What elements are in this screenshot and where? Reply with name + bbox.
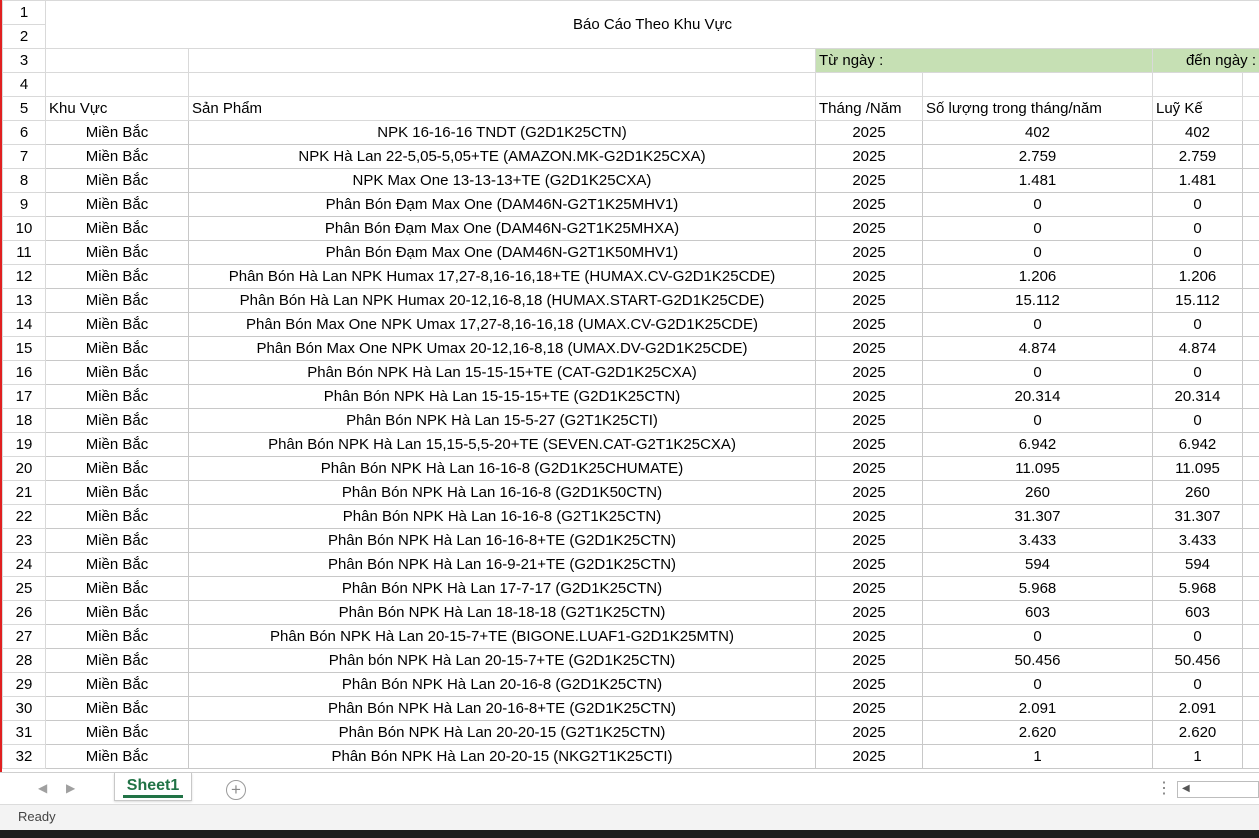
- cumulative-cell[interactable]: 3.433: [1153, 529, 1243, 553]
- quantity-cell[interactable]: 6.942: [923, 433, 1153, 457]
- period-cell[interactable]: 2025: [816, 217, 923, 241]
- period-cell[interactable]: 2025: [816, 169, 923, 193]
- cell[interactable]: [1243, 145, 1259, 169]
- row-header[interactable]: 2: [3, 25, 46, 49]
- row-header[interactable]: 4: [3, 73, 46, 97]
- period-cell[interactable]: 2025: [816, 553, 923, 577]
- region-cell[interactable]: Miền Bắc: [46, 385, 189, 409]
- cumulative-cell[interactable]: 260: [1153, 481, 1243, 505]
- cell[interactable]: [1243, 601, 1259, 625]
- period-cell[interactable]: 2025: [816, 505, 923, 529]
- cell[interactable]: [1243, 361, 1259, 385]
- vertical-dots-icon[interactable]: ⋮: [1156, 780, 1172, 797]
- table-row[interactable]: [3, 337, 1259, 361]
- period-cell[interactable]: 2025: [816, 673, 923, 697]
- period-cell[interactable]: 2025: [816, 601, 923, 625]
- region-cell[interactable]: Miền Bắc: [46, 529, 189, 553]
- cell[interactable]: [1243, 577, 1259, 601]
- quantity-cell[interactable]: 3.433: [923, 529, 1153, 553]
- row-header[interactable]: 20: [3, 457, 46, 481]
- region-cell[interactable]: Miền Bắc: [46, 241, 189, 265]
- product-cell[interactable]: Phân Bón NPK Hà Lan 20-20-15 (NKG2T1K25CTI): [189, 745, 816, 769]
- region-cell[interactable]: Miền Bắc: [46, 481, 189, 505]
- row-header[interactable]: 21: [3, 481, 46, 505]
- plus-circle-icon[interactable]: +: [226, 780, 246, 800]
- table-row[interactable]: [3, 649, 1259, 673]
- period-cell[interactable]: 2025: [816, 481, 923, 505]
- period-cell[interactable]: 2025: [816, 361, 923, 385]
- cumulative-cell[interactable]: 50.456: [1153, 649, 1243, 673]
- quantity-cell[interactable]: 4.874: [923, 337, 1153, 361]
- column-header-period[interactable]: Tháng /Năm: [816, 97, 923, 121]
- cell[interactable]: [1243, 241, 1259, 265]
- row-header[interactable]: 9: [3, 193, 46, 217]
- row-header[interactable]: 15: [3, 337, 46, 361]
- product-cell[interactable]: Phân Bón NPK Hà Lan 16-16-8+TE (G2D1K25CTN): [189, 529, 816, 553]
- worksheet-table[interactable]: [2, 0, 1259, 769]
- cell[interactable]: [1243, 385, 1259, 409]
- quantity-cell[interactable]: 15.112: [923, 289, 1153, 313]
- table-row[interactable]: [3, 745, 1259, 769]
- period-cell[interactable]: 2025: [816, 649, 923, 673]
- cell[interactable]: [1243, 337, 1259, 361]
- product-cell[interactable]: Phân Bón NPK Hà Lan 16-9-21+TE (G2D1K25CTN): [189, 553, 816, 577]
- cumulative-cell[interactable]: 1: [1153, 745, 1243, 769]
- cumulative-cell[interactable]: 0: [1153, 193, 1243, 217]
- quantity-cell[interactable]: 0: [923, 673, 1153, 697]
- row-header[interactable]: 7: [3, 145, 46, 169]
- period-cell[interactable]: 2025: [816, 625, 923, 649]
- cumulative-cell[interactable]: 20.314: [1153, 385, 1243, 409]
- row-header[interactable]: 26: [3, 601, 46, 625]
- quantity-cell[interactable]: 0: [923, 217, 1153, 241]
- row-header[interactable]: 29: [3, 673, 46, 697]
- period-cell[interactable]: 2025: [816, 289, 923, 313]
- cell[interactable]: [1243, 481, 1259, 505]
- region-cell[interactable]: Miền Bắc: [46, 145, 189, 169]
- table-row[interactable]: [3, 433, 1259, 457]
- product-cell[interactable]: NPK Hà Lan 22-5,05-5,05+TE (AMAZON.MK-G2D1K25CXA): [189, 145, 816, 169]
- table-row[interactable]: [3, 145, 1259, 169]
- cell[interactable]: [1243, 409, 1259, 433]
- region-cell[interactable]: Miền Bắc: [46, 313, 189, 337]
- quantity-cell[interactable]: 603: [923, 601, 1153, 625]
- row-header[interactable]: 32: [3, 745, 46, 769]
- quantity-cell[interactable]: 5.968: [923, 577, 1153, 601]
- row-header[interactable]: 8: [3, 169, 46, 193]
- chevron-right-icon[interactable]: ▶: [66, 781, 76, 795]
- table-row[interactable]: [3, 193, 1259, 217]
- cumulative-cell[interactable]: 1.481: [1153, 169, 1243, 193]
- cumulative-cell[interactable]: 0: [1153, 217, 1243, 241]
- period-cell[interactable]: 2025: [816, 409, 923, 433]
- row-header[interactable]: 31: [3, 721, 46, 745]
- column-header-region[interactable]: Khu Vực: [46, 97, 189, 121]
- cumulative-cell[interactable]: 594: [1153, 553, 1243, 577]
- product-cell[interactable]: Phân Bón Max One NPK Umax 17,27-8,16-16,18 (UMAX.CV-G2D1K25CDE): [189, 313, 816, 337]
- table-row[interactable]: [3, 553, 1259, 577]
- period-cell[interactable]: 2025: [816, 457, 923, 481]
- quantity-cell[interactable]: 0: [923, 625, 1153, 649]
- region-cell[interactable]: Miền Bắc: [46, 433, 189, 457]
- table-row[interactable]: [3, 505, 1259, 529]
- product-cell[interactable]: Phân Bón Max One NPK Umax 20-12,16-8,18 (UMAX.DV-G2D1K25CDE): [189, 337, 816, 361]
- cumulative-cell[interactable]: 11.095: [1153, 457, 1243, 481]
- quantity-cell[interactable]: 31.307: [923, 505, 1153, 529]
- cell[interactable]: [1243, 121, 1259, 145]
- period-cell[interactable]: 2025: [816, 193, 923, 217]
- period-cell[interactable]: 2025: [816, 745, 923, 769]
- cell[interactable]: [1243, 721, 1259, 745]
- row-header[interactable]: 6: [3, 121, 46, 145]
- row-header[interactable]: 23: [3, 529, 46, 553]
- cell[interactable]: [189, 73, 816, 97]
- table-row[interactable]: [3, 457, 1259, 481]
- row-header[interactable]: 17: [3, 385, 46, 409]
- cumulative-cell[interactable]: 0: [1153, 361, 1243, 385]
- cell[interactable]: [1153, 73, 1243, 97]
- period-cell[interactable]: 2025: [816, 529, 923, 553]
- period-cell[interactable]: 2025: [816, 337, 923, 361]
- cell[interactable]: [1243, 289, 1259, 313]
- cell[interactable]: [1243, 745, 1259, 769]
- region-cell[interactable]: Miền Bắc: [46, 217, 189, 241]
- table-row[interactable]: [3, 481, 1259, 505]
- quantity-cell[interactable]: 402: [923, 121, 1153, 145]
- quantity-cell[interactable]: 2.620: [923, 721, 1153, 745]
- product-cell[interactable]: Phân Bón Hà Lan NPK Humax 20-12,16-8,18 (HUMAX.START-G2D1K25CDE): [189, 289, 816, 313]
- period-cell[interactable]: 2025: [816, 433, 923, 457]
- quantity-cell[interactable]: 2.091: [923, 697, 1153, 721]
- cumulative-cell[interactable]: 31.307: [1153, 505, 1243, 529]
- cell[interactable]: [1243, 433, 1259, 457]
- row-header[interactable]: 1: [3, 1, 46, 25]
- quantity-cell[interactable]: 260: [923, 481, 1153, 505]
- cumulative-cell[interactable]: 0: [1153, 625, 1243, 649]
- spreadsheet-grid[interactable]: [2, 0, 1259, 772]
- cell[interactable]: [1243, 505, 1259, 529]
- cumulative-cell[interactable]: 1.206: [1153, 265, 1243, 289]
- row-header[interactable]: 12: [3, 265, 46, 289]
- region-cell[interactable]: Miền Bắc: [46, 697, 189, 721]
- quantity-cell[interactable]: 1: [923, 745, 1153, 769]
- cumulative-cell[interactable]: 0: [1153, 241, 1243, 265]
- product-cell[interactable]: Phân Bón NPK Hà Lan 20-16-8+TE (G2D1K25CTN): [189, 697, 816, 721]
- region-cell[interactable]: Miền Bắc: [46, 337, 189, 361]
- table-row[interactable]: [3, 289, 1259, 313]
- region-cell[interactable]: Miền Bắc: [46, 361, 189, 385]
- cumulative-cell[interactable]: 6.942: [1153, 433, 1243, 457]
- cell[interactable]: [1243, 673, 1259, 697]
- cell[interactable]: [816, 73, 923, 97]
- taskbar-strip: [0, 830, 1259, 838]
- cumulative-cell[interactable]: 4.874: [1153, 337, 1243, 361]
- table-row[interactable]: [3, 385, 1259, 409]
- region-cell[interactable]: Miền Bắc: [46, 505, 189, 529]
- sheet-row-4: [3, 73, 1259, 97]
- chevron-left-icon[interactable]: ◀: [38, 781, 48, 795]
- region-cell[interactable]: Miền Bắc: [46, 577, 189, 601]
- region-cell[interactable]: Miền Bắc: [46, 553, 189, 577]
- quantity-cell[interactable]: 20.314: [923, 385, 1153, 409]
- product-cell[interactable]: Phân Bón Đạm Max One (DAM46N-G2T1K25MHV1): [189, 193, 816, 217]
- quantity-cell[interactable]: 594: [923, 553, 1153, 577]
- row-header[interactable]: 16: [3, 361, 46, 385]
- sheet-row-3: [3, 49, 1259, 73]
- cell[interactable]: [46, 73, 189, 97]
- status-bar: [0, 804, 1259, 830]
- row-header[interactable]: 27: [3, 625, 46, 649]
- report-title[interactable]: Báo Cáo Theo Khu Vực: [46, 1, 1259, 49]
- region-cell[interactable]: Miền Bắc: [46, 745, 189, 769]
- region-cell[interactable]: Miền Bắc: [46, 289, 189, 313]
- region-cell[interactable]: Miền Bắc: [46, 649, 189, 673]
- table-row[interactable]: [3, 625, 1259, 649]
- table-row[interactable]: [3, 217, 1259, 241]
- row-header[interactable]: 30: [3, 697, 46, 721]
- product-cell[interactable]: Phân Bón NPK Hà Lan 15-5-27 (G2T1K25CTI): [189, 409, 816, 433]
- cumulative-cell[interactable]: 5.968: [1153, 577, 1243, 601]
- product-cell[interactable]: Phân Bón NPK Hà Lan 16-16-8 (G2T1K25CTN): [189, 505, 816, 529]
- column-header-cumulative[interactable]: Luỹ Kế: [1153, 97, 1243, 121]
- cell[interactable]: [1243, 457, 1259, 481]
- table-row[interactable]: [3, 529, 1259, 553]
- cell[interactable]: [1243, 169, 1259, 193]
- product-cell[interactable]: Phân Bón NPK Hà Lan 15,15-5,5-20+TE (SEVEN.CAT-G2T1K25CXA): [189, 433, 816, 457]
- product-cell[interactable]: Phân Bón NPK Hà Lan 20-16-8 (G2D1K25CTN): [189, 673, 816, 697]
- quantity-cell[interactable]: 0: [923, 313, 1153, 337]
- table-row[interactable]: [3, 169, 1259, 193]
- sheet-row-1: [3, 1, 1259, 25]
- table-row[interactable]: [3, 697, 1259, 721]
- row-header[interactable]: 25: [3, 577, 46, 601]
- period-cell[interactable]: 2025: [816, 577, 923, 601]
- cell[interactable]: [1243, 649, 1259, 673]
- table-row[interactable]: [3, 241, 1259, 265]
- quantity-cell[interactable]: 0: [923, 409, 1153, 433]
- product-cell[interactable]: Phân Bón NPK Hà Lan 16-16-8 (G2D1K25CHUMATE): [189, 457, 816, 481]
- cell[interactable]: [1243, 553, 1259, 577]
- row-header[interactable]: 22: [3, 505, 46, 529]
- row-header[interactable]: 14: [3, 313, 46, 337]
- row-header[interactable]: 13: [3, 289, 46, 313]
- row-header[interactable]: 10: [3, 217, 46, 241]
- header-row: [3, 97, 1259, 121]
- period-cell[interactable]: 2025: [816, 697, 923, 721]
- row-header[interactable]: 3: [3, 49, 46, 73]
- period-cell[interactable]: 2025: [816, 385, 923, 409]
- cell[interactable]: [1243, 625, 1259, 649]
- cumulative-cell[interactable]: 0: [1153, 313, 1243, 337]
- region-cell[interactable]: Miền Bắc: [46, 721, 189, 745]
- period-cell[interactable]: 2025: [816, 265, 923, 289]
- table-row[interactable]: [3, 265, 1259, 289]
- quantity-cell[interactable]: 2.759: [923, 145, 1153, 169]
- row-header[interactable]: 11: [3, 241, 46, 265]
- region-cell[interactable]: Miền Bắc: [46, 457, 189, 481]
- cell[interactable]: [1243, 193, 1259, 217]
- cumulative-cell[interactable]: 2.759: [1153, 145, 1243, 169]
- table-row[interactable]: [3, 313, 1259, 337]
- product-cell[interactable]: NPK 16-16-16 TNDT (G2D1K25CTN): [189, 121, 816, 145]
- period-cell[interactable]: 2025: [816, 313, 923, 337]
- cell[interactable]: [1243, 265, 1259, 289]
- period-cell[interactable]: 2025: [816, 145, 923, 169]
- product-cell[interactable]: Phân bón NPK Hà Lan 20-15-7+TE (G2D1K25CTN): [189, 649, 816, 673]
- cell[interactable]: [189, 49, 816, 73]
- product-cell[interactable]: Phân Bón NPK Hà Lan 15-15-15+TE (CAT-G2D1K25CXA): [189, 361, 816, 385]
- column-header-product[interactable]: Sản Phẩm: [189, 97, 816, 121]
- horizontal-scrollbar[interactable]: [1177, 781, 1259, 798]
- quantity-cell[interactable]: 0: [923, 241, 1153, 265]
- region-cell[interactable]: Miền Bắc: [46, 409, 189, 433]
- row-header[interactable]: 5: [3, 97, 46, 121]
- table-row[interactable]: [3, 361, 1259, 385]
- table-row[interactable]: [3, 601, 1259, 625]
- period-cell[interactable]: 2025: [816, 121, 923, 145]
- quantity-cell[interactable]: 11.095: [923, 457, 1153, 481]
- cell[interactable]: [1243, 529, 1259, 553]
- cell[interactable]: [1243, 313, 1259, 337]
- product-cell[interactable]: Phân Bón NPK Hà Lan 16-16-8 (G2D1K50CTN): [189, 481, 816, 505]
- cumulative-cell[interactable]: 2.620: [1153, 721, 1243, 745]
- sheet-tab-bar: [0, 772, 1259, 804]
- product-cell[interactable]: Phân Bón NPK Hà Lan 17-7-17 (G2D1K25CTN): [189, 577, 816, 601]
- period-cell[interactable]: 2025: [816, 241, 923, 265]
- product-cell[interactable]: Phân Bón NPK Hà Lan 20-15-7+TE (BIGONE.LUAF1-G2D1K25MTN): [189, 625, 816, 649]
- quantity-cell[interactable]: 1.206: [923, 265, 1153, 289]
- region-cell[interactable]: Miền Bắc: [46, 265, 189, 289]
- period-cell[interactable]: 2025: [816, 721, 923, 745]
- cell[interactable]: [923, 73, 1153, 97]
- product-cell[interactable]: Phân Bón NPK Hà Lan 18-18-18 (G2T1K25CTN): [189, 601, 816, 625]
- table-row[interactable]: [3, 673, 1259, 697]
- from-date-label[interactable]: Từ ngày :: [816, 49, 1153, 73]
- to-date-label[interactable]: đến ngày :: [1153, 49, 1259, 73]
- cumulative-cell[interactable]: 0: [1153, 409, 1243, 433]
- region-cell[interactable]: Miền Bắc: [46, 625, 189, 649]
- product-cell[interactable]: Phân Bón NPK Hà Lan 20-20-15 (G2T1K25CTN): [189, 721, 816, 745]
- status-text: Ready: [18, 809, 56, 824]
- table-row[interactable]: [3, 721, 1259, 745]
- quantity-cell[interactable]: 0: [923, 193, 1153, 217]
- cell[interactable]: [1243, 217, 1259, 241]
- cell[interactable]: [46, 49, 189, 73]
- table-row[interactable]: [3, 577, 1259, 601]
- table-row[interactable]: [3, 121, 1259, 145]
- table-row[interactable]: [3, 409, 1259, 433]
- row-header[interactable]: 19: [3, 433, 46, 457]
- region-cell[interactable]: Miền Bắc: [46, 169, 189, 193]
- product-cell[interactable]: Phân Bón Hà Lan NPK Humax 17,27-8,16-16,18+TE (HUMAX.CV-G2D1K25CDE): [189, 265, 816, 289]
- column-header-quantity[interactable]: Số lượng trong tháng/năm: [923, 97, 1153, 121]
- cell[interactable]: [1243, 73, 1259, 97]
- cumulative-cell[interactable]: 603: [1153, 601, 1243, 625]
- cell[interactable]: [1243, 97, 1259, 121]
- region-cell[interactable]: Miền Bắc: [46, 601, 189, 625]
- product-cell[interactable]: Phân Bón Đạm Max One (DAM46N-G2T1K25MHXA): [189, 217, 816, 241]
- cumulative-cell[interactable]: 15.112: [1153, 289, 1243, 313]
- product-cell[interactable]: Phân Bón NPK Hà Lan 15-15-15+TE (G2D1K25CTN): [189, 385, 816, 409]
- cumulative-cell[interactable]: 402: [1153, 121, 1243, 145]
- region-cell[interactable]: Miền Bắc: [46, 193, 189, 217]
- cell[interactable]: [1243, 697, 1259, 721]
- quantity-cell[interactable]: 50.456: [923, 649, 1153, 673]
- quantity-cell[interactable]: 1.481: [923, 169, 1153, 193]
- row-header[interactable]: 24: [3, 553, 46, 577]
- cumulative-cell[interactable]: 2.091: [1153, 697, 1243, 721]
- scroll-left-icon[interactable]: ◀: [1182, 783, 1190, 794]
- quantity-cell[interactable]: 0: [923, 361, 1153, 385]
- product-cell[interactable]: NPK Max One 13-13-13+TE (G2D1K25CXA): [189, 169, 816, 193]
- product-cell[interactable]: Phân Bón Đạm Max One (DAM46N-G2T1K50MHV1): [189, 241, 816, 265]
- row-header[interactable]: 18: [3, 409, 46, 433]
- cumulative-cell[interactable]: 0: [1153, 673, 1243, 697]
- region-cell[interactable]: Miền Bắc: [46, 121, 189, 145]
- tab-sheet1[interactable]: Sheet1: [114, 773, 192, 801]
- region-cell[interactable]: Miền Bắc: [46, 673, 189, 697]
- row-header[interactable]: 28: [3, 649, 46, 673]
